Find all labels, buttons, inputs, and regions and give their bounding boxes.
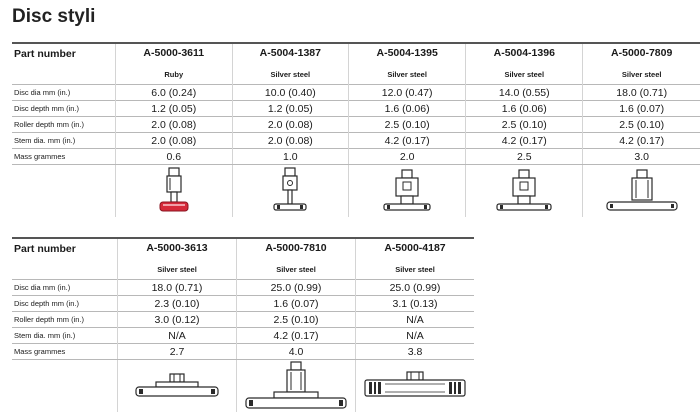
- value-cell: 6.0 (0.24): [115, 85, 232, 101]
- part-number-a-5000-4187: A-5000-4187: [356, 238, 475, 265]
- value-cell: 2.0 (0.08): [115, 117, 232, 133]
- stylus-image-cell: [237, 360, 356, 413]
- table-row: [12, 85, 700, 101]
- value-cell: 4.0: [237, 344, 356, 360]
- table-row: [12, 101, 700, 117]
- value-cell: 2.3 (0.10): [118, 296, 237, 312]
- value-cell: 18.0 (0.71): [583, 85, 700, 101]
- disc-stylus-25mm-ribbed-icon: [363, 368, 467, 404]
- material-cell: Silver steel: [232, 70, 349, 85]
- part-number-a-5000-7810: A-5000-7810: [237, 238, 356, 265]
- image-label-cell: [12, 360, 118, 413]
- value-cell: 1.2 (0.05): [232, 101, 349, 117]
- part-number-a-5004-1387: A-5004-1387: [232, 43, 349, 70]
- table-row: [12, 280, 474, 296]
- value-cell: 1.6 (0.07): [583, 101, 700, 117]
- material-cell: Silver steel: [237, 265, 356, 280]
- row-label: Mass grammes: [12, 149, 115, 165]
- disc-stylus-18mm-no-stem-icon: [134, 368, 220, 404]
- value-cell: 25.0 (0.99): [356, 280, 475, 296]
- value-cell: 1.6 (0.07): [237, 296, 356, 312]
- spec-table-2: [12, 237, 474, 412]
- material-cell: Ruby: [115, 70, 232, 85]
- disc-stylus-10mm-icon: [270, 166, 310, 216]
- row-label: Disc depth mm (in.): [12, 296, 118, 312]
- material-cell: Silver steel: [356, 265, 475, 280]
- disc-stylus-14mm-icon: [494, 166, 554, 216]
- value-cell: 2.0 (0.08): [232, 133, 349, 149]
- value-cell: 3.8: [356, 344, 475, 360]
- material-cell: Silver steel: [583, 70, 700, 85]
- value-cell: 1.2 (0.05): [115, 101, 232, 117]
- spec-table-1: [12, 42, 700, 217]
- disc-stylus-18mm-icon: [605, 166, 679, 216]
- part-number-a-5000-3613: A-5000-3613: [118, 238, 237, 265]
- value-cell: 2.5 (0.10): [583, 117, 700, 133]
- value-cell: 3.0: [583, 149, 700, 165]
- value-cell: 2.0: [349, 149, 466, 165]
- value-cell: 14.0 (0.55): [466, 85, 583, 101]
- value-cell: 3.0 (0.12): [118, 312, 237, 328]
- value-cell: 2.5 (0.10): [237, 312, 356, 328]
- material-cell: Silver steel: [118, 265, 237, 280]
- table-row: [12, 344, 474, 360]
- part-number-a-5000-3611: A-5000-3611: [115, 43, 232, 70]
- value-cell: 1.6 (0.06): [349, 101, 466, 117]
- value-cell: 1.6 (0.06): [466, 101, 583, 117]
- table-row: [12, 296, 474, 312]
- stylus-image-cell: [118, 360, 237, 413]
- table-row: [12, 117, 700, 133]
- value-cell: N/A: [356, 328, 475, 344]
- value-cell: 4.2 (0.17): [583, 133, 700, 149]
- material-cell: Silver steel: [466, 70, 583, 85]
- material-cell: Silver steel: [349, 70, 466, 85]
- material-label-cell: [12, 70, 115, 85]
- value-cell: 3.1 (0.13): [356, 296, 475, 312]
- stylus-image-cell: [232, 165, 349, 218]
- value-cell: 4.2 (0.17): [237, 328, 356, 344]
- value-cell: N/A: [356, 312, 475, 328]
- value-cell: 1.0: [232, 149, 349, 165]
- image-label-cell: [12, 165, 115, 218]
- part-number-header: Part number: [12, 43, 115, 70]
- row-label: Disc dia mm (in.): [12, 85, 115, 101]
- value-cell: 2.0 (0.08): [232, 117, 349, 133]
- value-cell: 10.0 (0.40): [232, 85, 349, 101]
- part-number-header: Part number: [12, 238, 118, 265]
- stylus-image-cell: [583, 165, 700, 218]
- stylus-image-cell: [356, 360, 475, 413]
- stylus-image-cell: [115, 165, 232, 218]
- value-cell: 2.5: [466, 149, 583, 165]
- value-cell: 0.6: [115, 149, 232, 165]
- part-number-a-5004-1396: A-5004-1396: [466, 43, 583, 70]
- value-cell: 2.5 (0.10): [349, 117, 466, 133]
- disc-stylus-25mm-icon: [244, 360, 348, 412]
- table-row: [12, 133, 700, 149]
- stylus-image-cell: [466, 165, 583, 218]
- value-cell: 4.2 (0.17): [349, 133, 466, 149]
- value-cell: 2.7: [118, 344, 237, 360]
- value-cell: 4.2 (0.17): [466, 133, 583, 149]
- value-cell: N/A: [118, 328, 237, 344]
- table-row: [12, 312, 474, 328]
- value-cell: 12.0 (0.47): [349, 85, 466, 101]
- row-label: Stem dia. mm (in.): [12, 328, 118, 344]
- table-row: [12, 149, 700, 165]
- value-cell: 2.0 (0.08): [115, 133, 232, 149]
- row-label: Mass grammes: [12, 344, 118, 360]
- row-label: Stem dia. mm (in.): [12, 133, 115, 149]
- material-label-cell: [12, 265, 118, 280]
- row-label: Roller depth mm (in.): [12, 312, 118, 328]
- part-number-a-5000-7809: A-5000-7809: [583, 43, 700, 70]
- ruby-disc-stylus-icon: [154, 166, 194, 216]
- value-cell: 2.5 (0.10): [466, 117, 583, 133]
- value-cell: 18.0 (0.71): [118, 280, 237, 296]
- page-title: Disc styli: [12, 6, 96, 27]
- disc-stylus-12mm-icon: [379, 166, 435, 216]
- value-cell: 25.0 (0.99): [237, 280, 356, 296]
- part-number-a-5004-1395: A-5004-1395: [349, 43, 466, 70]
- row-label: Roller depth mm (in.): [12, 117, 115, 133]
- row-label: Disc depth mm (in.): [12, 101, 115, 117]
- stylus-image-cell: [349, 165, 466, 218]
- row-label: Disc dia mm (in.): [12, 280, 118, 296]
- table-row: [12, 328, 474, 344]
